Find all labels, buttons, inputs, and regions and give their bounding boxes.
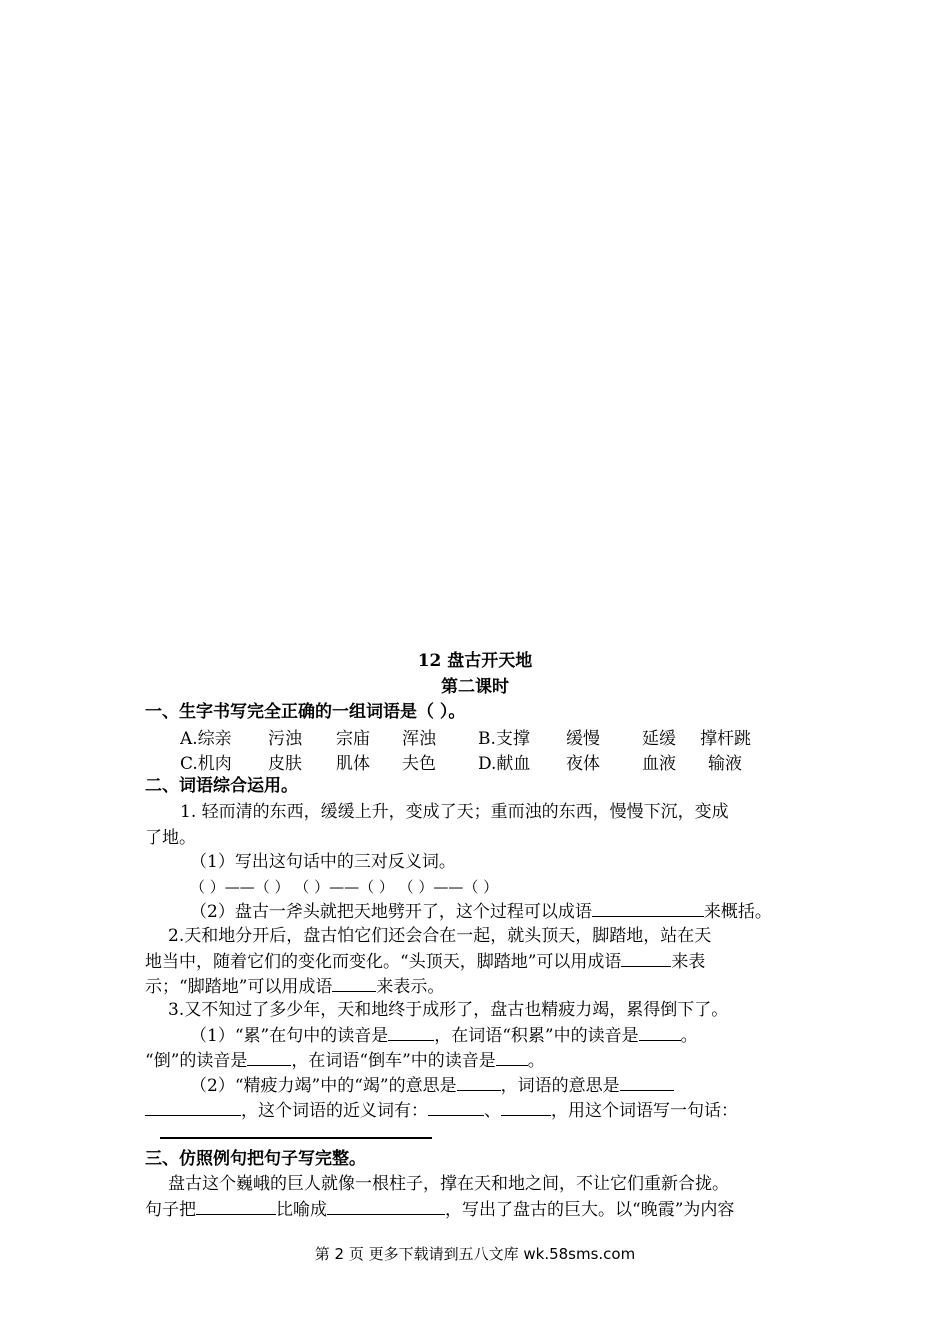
antonym-pairs[interactable]: （ ）——（ ） （ ）——（ ） （ ）——（ ）	[190, 878, 499, 896]
option-d-word-3: 血液	[642, 754, 676, 774]
meaning-blank-3[interactable]	[145, 1098, 241, 1116]
pronunciation-text-3: 。	[680, 1026, 698, 1046]
pronunciation-blank-1[interactable]	[388, 1023, 434, 1041]
simile-blank-1[interactable]	[196, 1197, 276, 1215]
simile-text-2: 比喻成	[276, 1200, 327, 1220]
option-a-word-4: 浑浊	[402, 729, 436, 749]
meaning-blank-2[interactable]	[620, 1073, 674, 1091]
option-b-word-3: 延缓	[642, 729, 676, 749]
option-b-word-2: 缓慢	[566, 729, 600, 749]
pronunciation-blank-2[interactable]	[639, 1023, 681, 1041]
meaning-question-2	[145, 1098, 738, 1123]
lesson-subtitle: 第二课时	[441, 677, 509, 697]
idiom-question-1-text: （2）盘古一斧头就把天地劈开了，这个过程可以成语	[190, 902, 592, 922]
option-a-word-2: 污浊	[268, 729, 302, 749]
simile-question	[145, 1197, 734, 1222]
option-d-word-1: D.献血	[478, 754, 531, 774]
option-d-word-4: 输液	[708, 754, 742, 774]
passage-2-line-3	[145, 974, 444, 999]
option-b-word-4: 撑杆跳	[700, 729, 751, 749]
pronunciation-text-1: （1）“累”在句中的读音是	[190, 1026, 389, 1046]
passage-2-line-3-end: 来表示。	[376, 977, 445, 997]
pronunciation-text-2: ，在词语“积累”中的读音是	[434, 1026, 639, 1046]
option-c-word-4: 夫色	[402, 754, 436, 774]
passage-2-line-2-text: 地当中，随着它们的变化而变化。“头顶天，脚踏地”可以用成语	[145, 952, 622, 972]
passage-2-line-2-end: 来表	[671, 952, 706, 972]
antonym-instruction: （1）写出这句话中的三对反义词。	[190, 852, 456, 872]
lesson-title: 12 盘古开天地	[417, 651, 533, 671]
page-footer: 第 2 页 更多下载请到五八文库 wk.58sms.com	[314, 1245, 636, 1263]
pronunciation-text-4: “倒”的读音是	[145, 1051, 248, 1071]
pronunciation-text-6: 。	[527, 1051, 545, 1071]
meaning-text-3: ，这个词语的近义词有：	[241, 1101, 428, 1121]
idiom-question-1	[190, 899, 772, 924]
idiom-answer-blank-2[interactable]	[621, 949, 671, 967]
simile-text-1: 句子把	[145, 1200, 196, 1220]
idiom-question-1-end: 来概括。	[703, 902, 772, 922]
idiom-answer-blank-1[interactable]	[592, 899, 704, 917]
passage-2-line-3-text: 示；“脚踏地”可以用成语	[145, 977, 333, 997]
passage-1-line-1: 1. 轻而清的东西，缓缓上升，变成了天；重而浊的东西，慢慢下沉，变成	[180, 802, 729, 822]
option-c-word-1: C.机肉	[180, 754, 232, 774]
passage-1-line-2: 了地。	[145, 828, 196, 848]
option-a-word-1: A.综亲	[180, 729, 232, 749]
option-d-word-2: 夜体	[566, 754, 600, 774]
option-c-word-3: 肌体	[336, 754, 370, 774]
passage-3-line-1: 3.又不知过了多少年，天和地终于成形了，盘古也精疲力竭，累得倒下了。	[168, 1000, 729, 1020]
simile-blank-2[interactable]	[327, 1197, 445, 1215]
meaning-text-1: （2）“精疲力竭”中的“竭”的意思是	[190, 1076, 457, 1096]
meaning-blank-1[interactable]	[457, 1073, 501, 1091]
pronunciation-question-2	[145, 1048, 545, 1073]
option-b-word-1: B.支撑	[478, 729, 530, 749]
meaning-text-5: ，用这个词语写一句话：	[551, 1101, 738, 1121]
example-sentence: 盘古这个巍峨的巨人就像一根柱子，撑在天和地之间，不让它们重新合拢。	[168, 1174, 729, 1194]
meaning-question	[190, 1073, 674, 1098]
pronunciation-text-5: ，在词语“倒车”中的读音是	[291, 1051, 496, 1071]
question-1-heading: 一、生字书写完全正确的一组词语是（ ）。	[145, 702, 466, 722]
meaning-text-4: 、	[484, 1101, 501, 1121]
sentence-answer-line[interactable]	[160, 1137, 432, 1139]
pronunciation-blank-3[interactable]	[247, 1048, 291, 1066]
synonym-blank-1[interactable]	[428, 1098, 484, 1116]
idiom-answer-blank-3[interactable]	[332, 974, 376, 992]
pronunciation-question	[190, 1023, 698, 1048]
option-a-word-3: 宗庙	[336, 729, 370, 749]
pronunciation-blank-4[interactable]	[496, 1048, 528, 1066]
meaning-text-2: ，词语的意思是	[500, 1076, 620, 1096]
question-3-heading: 三、仿照例句把句子写完整。	[145, 1149, 366, 1169]
option-c-word-2: 皮肤	[268, 754, 302, 774]
passage-2-line-1: 2.天和地分开后，盘古怕它们还会合在一起，就头顶天，脚踏地，站在天	[168, 926, 712, 946]
question-2-heading: 二、词语综合运用。	[145, 776, 298, 796]
simile-text-3: ，写出了盘古的巨大。以“晚霞”为内容	[445, 1200, 735, 1220]
passage-2-line-2	[145, 949, 705, 974]
synonym-blank-2[interactable]	[501, 1098, 551, 1116]
